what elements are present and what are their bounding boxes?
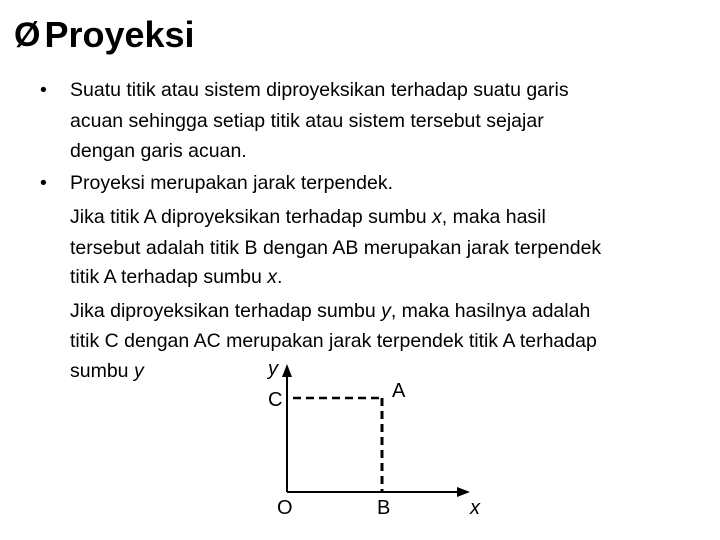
text-line: titik C dengan AC merupakan jarak terpendek titik A terhadap: [70, 330, 597, 352]
text-line: tersebut adalah titik B dengan AB merupakan jarak terpendek: [70, 237, 602, 259]
text-line: Proyeksi merupakan jarak terpendek.: [70, 172, 393, 194]
x-axis-arrow-icon: [457, 487, 470, 497]
slide-title-text: Proyeksi: [44, 14, 195, 55]
label-a: A: [392, 380, 406, 402]
text-line: acuan sehingga setiap titik atau sistem tersebut sejajar: [70, 110, 544, 132]
text-span: titik A terhadap sumbu: [70, 266, 268, 288]
text-line: Suatu titik atau sistem diproyeksikan terhadap suatu garis: [70, 79, 569, 101]
label-b: B: [377, 497, 391, 519]
var-x: x: [432, 206, 442, 228]
text-span: , maka hasilnya adalah: [390, 300, 591, 322]
bullet-icon: •: [40, 172, 47, 194]
text-span: Jika titik A diproyeksikan terhadap sumbu: [70, 206, 433, 228]
y-axis-arrow-icon: [282, 364, 292, 377]
label-y: y: [268, 358, 278, 380]
var-y: y: [381, 300, 391, 322]
text-span: , maka hasil: [441, 206, 546, 228]
label-c: C: [268, 389, 283, 411]
var-y: y: [133, 360, 144, 382]
text-line: dengan garis acuan.: [70, 140, 247, 162]
label-o: O: [277, 497, 293, 519]
var-x: x: [267, 266, 278, 288]
label-x: x: [470, 497, 480, 519]
text-span: .: [277, 266, 283, 288]
bullet-icon: •: [40, 79, 47, 101]
text-span: sumbu: [70, 360, 134, 382]
arrow-bullet-icon: Ø: [14, 16, 41, 54]
text-span: Jika diproyeksikan terhadap sumbu: [70, 300, 382, 322]
